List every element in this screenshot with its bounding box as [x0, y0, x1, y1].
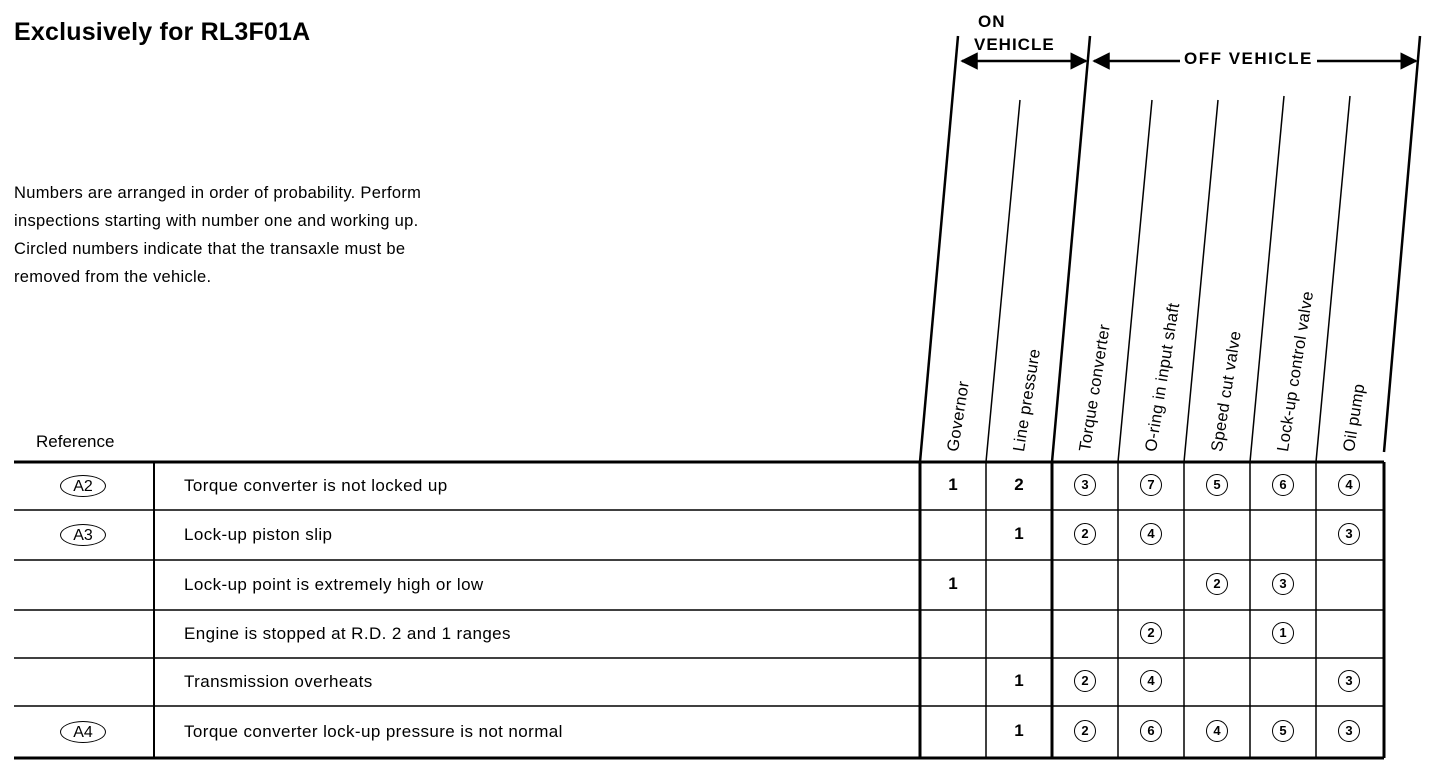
column-header-speed-cut-valve: Speed cut valve — [1208, 329, 1245, 453]
priority-number: 1 — [1014, 721, 1024, 740]
reference-badge: A3 — [60, 524, 106, 546]
column-header-oil-pump: Oil pump — [1340, 382, 1369, 453]
reference-badge: A2 — [60, 475, 106, 497]
circled-priority-number: 5 — [1206, 474, 1228, 496]
circled-priority-number: 4 — [1140, 523, 1162, 545]
circled-priority-number: 2 — [1206, 573, 1228, 595]
circled-priority-number: 3 — [1074, 474, 1096, 496]
circled-priority-number: 3 — [1338, 670, 1360, 692]
priority-number: 1 — [948, 574, 958, 593]
circled-priority-number: 5 — [1272, 720, 1294, 742]
symptom-text: Lock-up piston slip — [184, 525, 333, 544]
column-header-governor: Governor — [944, 379, 973, 453]
column-header-o-ring-input-shaft: O-ring in input shaft — [1142, 301, 1184, 453]
column-header-lock-up-control-valve: Lock-up control valve — [1274, 289, 1318, 453]
circled-priority-number: 3 — [1338, 523, 1360, 545]
circled-priority-number: 2 — [1074, 523, 1096, 545]
note-line-2: inspections starting with number one and working up. — [14, 212, 419, 230]
note-line-1: Numbers are arranged in order of probability. Perform — [14, 184, 422, 202]
on-vehicle-group-label — [974, 10, 1055, 56]
circled-priority-number: 3 — [1338, 720, 1360, 742]
circled-priority-number: 7 — [1140, 474, 1162, 496]
column-header-line-pressure: Line pressure — [1010, 347, 1045, 453]
priority-number: 2 — [1014, 475, 1024, 494]
reference-heading: Reference — [36, 432, 115, 451]
circled-priority-number: 4 — [1140, 670, 1162, 692]
symptom-text: Engine is stopped at R.D. 2 and 1 ranges — [184, 624, 511, 643]
circled-priority-number: 6 — [1272, 474, 1294, 496]
priority-number: 1 — [1014, 671, 1024, 690]
symptom-text: Transmission overheats — [184, 672, 373, 691]
circled-priority-number: 4 — [1338, 474, 1360, 496]
on-vehicle-line-2: VEHICLE — [974, 35, 1055, 54]
circled-priority-number: 6 — [1140, 720, 1162, 742]
note-line-4: removed from the vehicle. — [14, 268, 212, 286]
circled-priority-number: 1 — [1272, 622, 1294, 644]
reference-badge: A4 — [60, 721, 106, 743]
circled-priority-number: 2 — [1074, 720, 1096, 742]
note-line-3: Circled numbers indicate that the transaxle must be — [14, 240, 406, 258]
symptom-text: Lock-up point is extremely high or low — [184, 575, 484, 594]
priority-number: 1 — [948, 475, 958, 494]
circled-priority-number: 2 — [1140, 622, 1162, 644]
column-header-torque-converter: Torque converter — [1076, 322, 1114, 453]
off-vehicle-group-label: OFF VEHICLE — [1180, 49, 1317, 69]
symptom-text: Torque converter is not locked up — [184, 476, 448, 495]
page-title: Exclusively for RL3F01A — [14, 18, 311, 46]
symptom-text: Torque converter lock-up pressure is not normal — [184, 722, 563, 741]
on-vehicle-line-1: ON — [978, 12, 1006, 31]
priority-number: 1 — [1014, 524, 1024, 543]
circled-priority-number: 4 — [1206, 720, 1228, 742]
circled-priority-number: 3 — [1272, 573, 1294, 595]
circled-priority-number: 2 — [1074, 670, 1096, 692]
